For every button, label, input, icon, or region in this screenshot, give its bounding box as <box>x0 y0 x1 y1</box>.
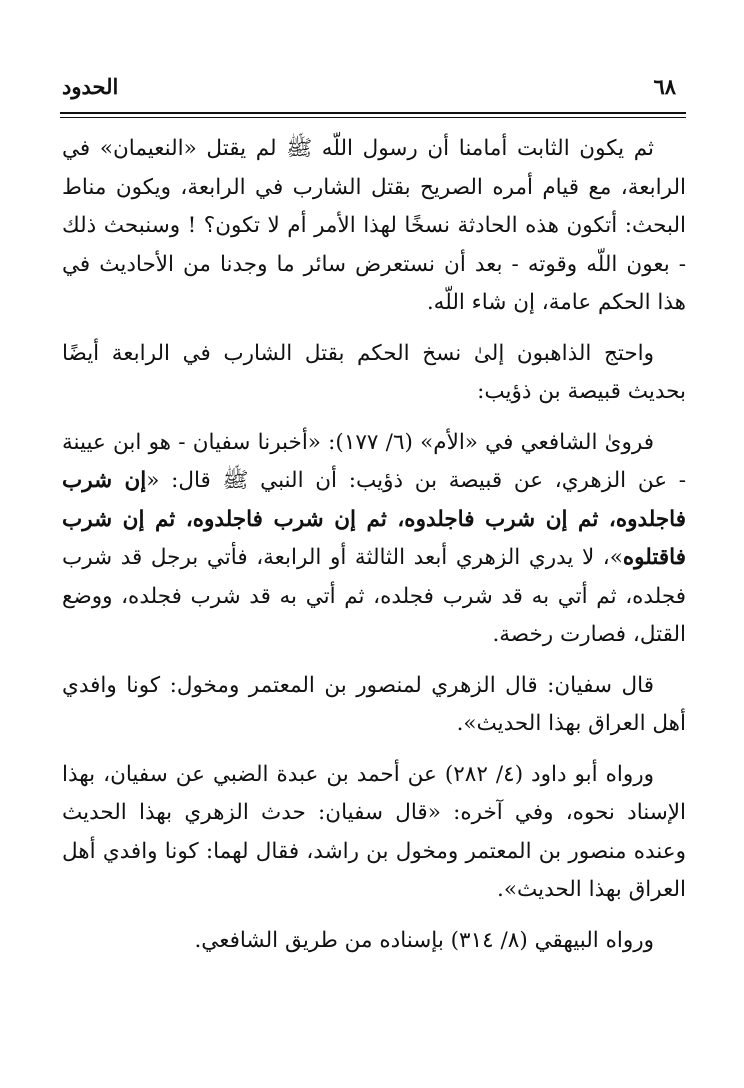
paragraph: واحتج الذاهبون إلىٰ نسخ الحكم بقتل الشارب في الرابعة أيضًا بحديث قبيصة بن ذؤيب: <box>62 340 686 404</box>
paragraph-text: »، لا يدري الزهري أبعد الثالثة أو الرابعة، فأتي برجل قد شرب فجلده، ثم أتي به قد شرب فجلده، ثم أتي به قد شرب فجلده، ووضع القتل، فصارت رخصة. <box>62 545 686 647</box>
header-rule-thick <box>60 112 686 114</box>
paragraph: ثم يكون الثابت أمامنا أن رسول اللّه ﷺ لم يقتل «النعيمان» في الرابعة، مع قيام أمره الصريح بقتل الشارب في الرابعة، ويكون مناط البحث: أتكون هذه الحادثة نسخًا لهذا الأمر أم لا تكون؟ ! وسنبحث ذلك - بعون اللّه وقوته - بعد أن نستعرض سائر ما وجدنا من الأحاديث في هذا الحكم عامة، إن شاء اللّه. <box>62 136 686 315</box>
main-text <box>62 130 686 970</box>
header-rule-thin <box>60 117 686 118</box>
chapter-title: الحدود <box>62 74 119 99</box>
hadith-quote-bold: إن شرب فاجلدوه، ثم إن شرب فاجلدوه، ثم إن شرب فاجلدوه، ثم إن شرب فاقتلوه <box>62 468 686 570</box>
paragraph: قال سفيان: قال الزهري لمنصور بن المعتمر ومخول: كونا وافدي أهل العراق بهذا الحديث». <box>62 672 686 736</box>
page-number: ٦٨ <box>653 74 676 99</box>
paragraph <box>62 424 686 655</box>
paragraph: ورواه البيهقي (٨/ ٣١٤) بإسناده من طريق الشافعي. <box>194 927 654 953</box>
paragraph-text: فروىٰ الشافعي في «الأم» (٦/ ١٧٧): «أخبرنا سفيان - هو ابن عيينة - عن الزهري، عن قبيصة بن ذؤيب: أن النبي ﷺ قال: « <box>62 429 686 493</box>
running-header <box>62 74 684 104</box>
paragraph: ورواه أبو داود (٤/ ٢٨٢) عن أحمد بن عبدة الضبي عن سفيان، بهذا الإسناد نحوه، وفي آخره: «قال سفيان: حدث الزهري بهذا الحديث وعنده منصور بن المعتمر ومخول بن راشد، فقال لهما: كونا وافدي أهل العراق بهذا الحديث». <box>62 761 686 902</box>
